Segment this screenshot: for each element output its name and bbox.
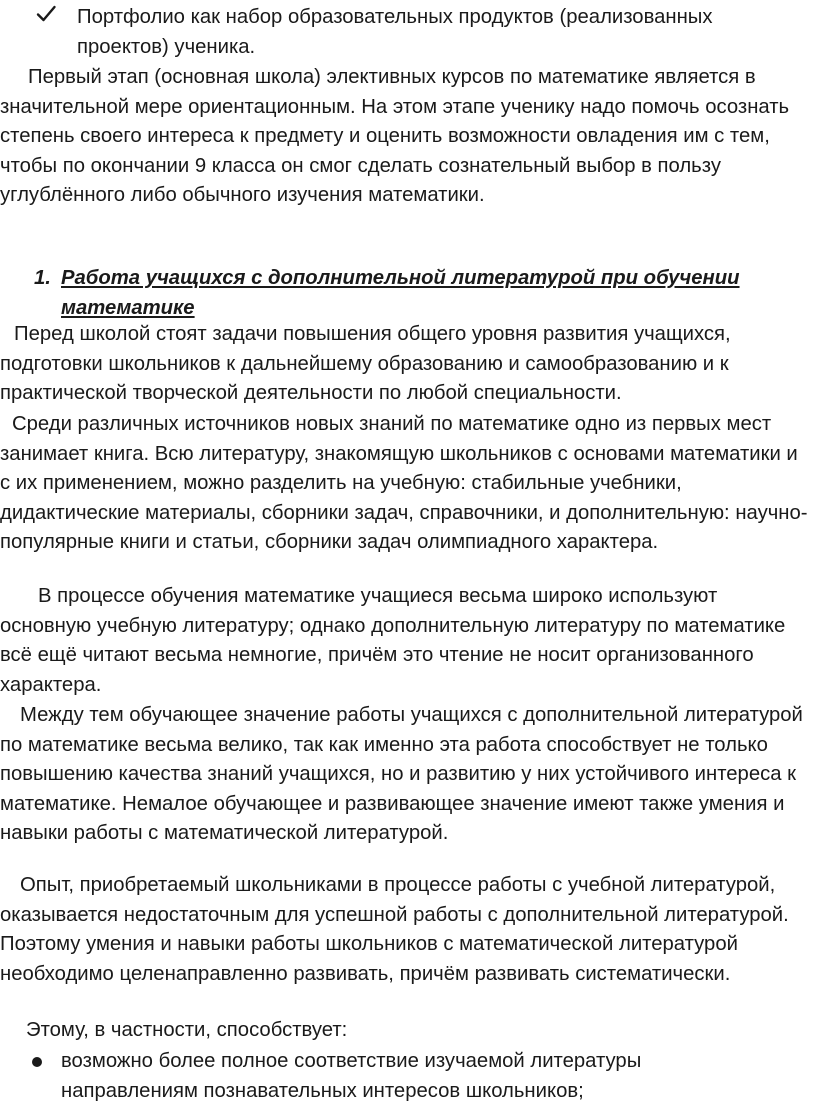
- intro-paragraph: Первый этап (основная школа) элективных курсов по математике является в значительной мере ориентационным. На этом этапе ученику надо помочь осознать степень своего интереса к предмету и оценить возможности овладения им с тем, чтобы по окончании 9 класса он смог сделать сознательный выбор в пользу углублённого либо обычного изучения математики.: [0, 66, 790, 207]
- body-paragraph-2-block: [0, 410, 812, 558]
- body-paragraph: Этому, в частности, способствует:: [26, 1019, 348, 1041]
- body-paragraph-5-block: [0, 871, 812, 989]
- body-paragraph-6-block: [0, 1016, 812, 1046]
- bullet-list-item-text: возможно более полное соответствие изучаемой литературы направлениям познавательных интересов школьников;: [61, 1050, 642, 1102]
- section-heading-number: 1.: [34, 267, 51, 289]
- body-paragraph-3-block: [0, 582, 812, 700]
- checklist-item: [0, 3, 816, 62]
- body-paragraph-4-block: [0, 701, 812, 849]
- body-paragraph-1-block: [0, 320, 812, 409]
- section-heading-text: Работа учащихся с дополнительной литературой при обучении математике: [61, 267, 740, 319]
- section-heading: [0, 264, 816, 323]
- bullet-list-item: [0, 1047, 816, 1106]
- body-paragraph: Между тем обучающее значение работы учащихся с дополнительной литературой по математике весьма велико, так как именно эта работа способствует не только повышению качества знаний учащихся, но и развитию у них устойчивого интереса к математике. Немалое обучающее и развивающее значение имеют также умения и навыки работы с математической литературой.: [0, 704, 803, 845]
- body-paragraph: Опыт, приобретаемый школьниками в процессе работы с учебной литературой, оказывается недостаточным для успешной работы с дополнительной литературой. Поэтому умения и навыки работы школьников с математической литературой необходимо целенаправленно развивать, причём развивать систематически.: [0, 874, 789, 985]
- body-paragraph: Перед школой стоят задачи повышения общего уровня развития учащихся, подготовки школьников к дальнейшему образованию и самообразованию и к практической творческой деятельности по любой специальности.: [0, 323, 731, 405]
- intro-paragraph-block: [0, 63, 812, 211]
- bullet-icon: [32, 1057, 42, 1067]
- body-paragraph: Среди различных источников новых знаний по математике одно из первых мест занимает книга. Всю литературу, знакомящую школьников с основами математики и с их применением, можно разделить на учебную: стабильные учебники, дидактические материалы, сборники задач, справочники, и дополнительную: научно-популярные книги и статьи, сборники задач олимпиадного характера.: [0, 413, 808, 554]
- checkmark-icon: [35, 3, 57, 25]
- checklist-item-text: Портфолио как набор образовательных продуктов (реализованных проектов) ученика.: [77, 6, 713, 58]
- body-paragraph: В процессе обучения математике учащиеся весьма широко используют основную учебную литературу; однако дополнительную литературу по математике всё ещё читают весьма немногие, причём это чтение не носит организованного характера.: [0, 585, 786, 696]
